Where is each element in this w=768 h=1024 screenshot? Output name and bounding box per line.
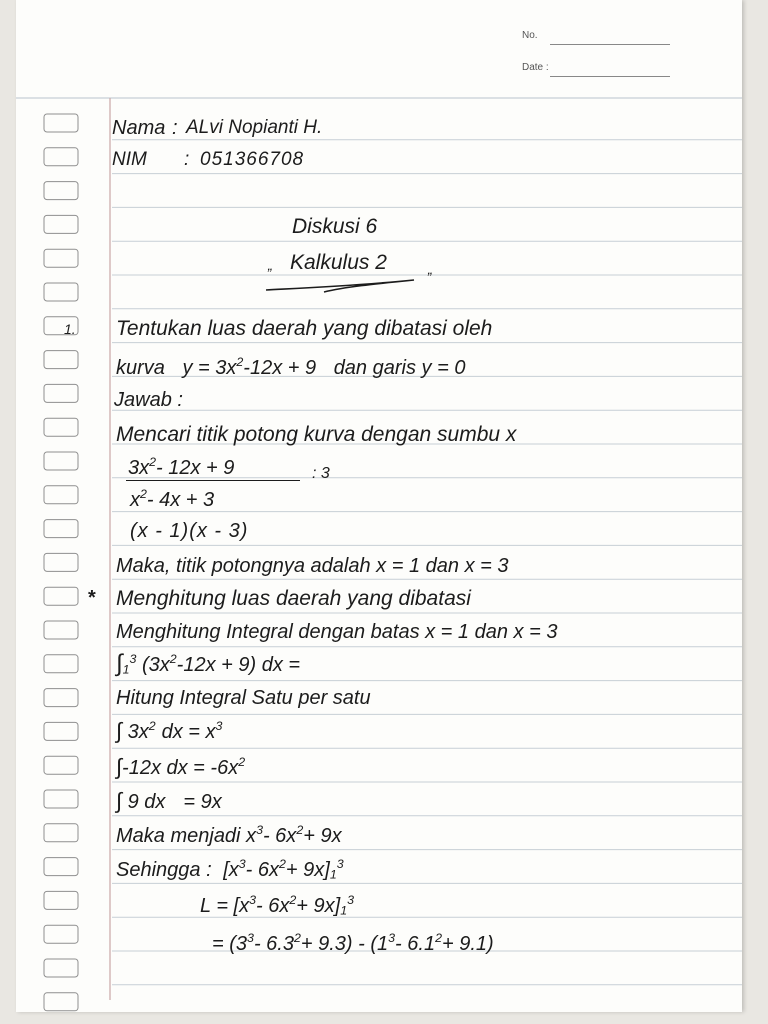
factorization: (x - 1)(x - 3) xyxy=(130,520,249,542)
notebook-page xyxy=(16,0,742,1012)
question-equation-rest: -12x + 9 xyxy=(243,357,317,380)
question-line-y: dan garis y = 0 xyxy=(333,357,466,380)
nim-value: 051366708 xyxy=(200,149,305,170)
checkbox-square xyxy=(44,249,78,267)
no-label: No. xyxy=(522,30,538,41)
checkbox-square xyxy=(44,486,78,504)
fraction-numerator: $3x^2-$ 12x + 9 xyxy=(128,455,235,480)
name-colon: : xyxy=(172,117,178,139)
checkbox-square xyxy=(44,993,78,1011)
step-intersection: Mencari titik potong kurva dengan sumbu x xyxy=(116,423,517,446)
integral-sign-icon: ∫ xyxy=(116,718,123,744)
question-line-1: Tentukan luas daerah yang dibatasi oleh xyxy=(116,317,493,340)
checkbox-square xyxy=(44,452,78,470)
date-label: Date : xyxy=(522,62,549,73)
integral-sign-icon: ∫ xyxy=(116,754,123,780)
sehingga-line: Sehingga : [$x^3-$ $6x^2+ 9x]1^3$ xyxy=(116,857,344,882)
combined-antiderivative: Maka menjadi $x^3-$ $6x^2+ 9x$ xyxy=(116,823,342,848)
question-line-2 xyxy=(116,356,465,378)
checkbox-square xyxy=(44,959,78,977)
checkbox-square xyxy=(44,790,78,808)
checkbox-square xyxy=(44,520,78,538)
roots-statement: Maka, titik potongnya adalah x = 1 dan x = 3 xyxy=(116,555,509,577)
checkbox-square xyxy=(44,384,78,402)
checkbox-square xyxy=(44,925,78,943)
date-field-line xyxy=(550,76,670,77)
checkbox-square xyxy=(44,587,78,605)
open-quote-mark: „ xyxy=(268,257,273,273)
integral-term-3: ∫ 9 dx = 9x xyxy=(116,788,222,813)
area-expression: $L = [x^3-$ $6x^2+ 9x]1^3$ xyxy=(200,893,355,918)
page-subtitle: Kalkulus 2 xyxy=(290,251,387,274)
checkbox-square xyxy=(44,655,78,673)
checkbox-square xyxy=(44,182,78,200)
checkbox-square xyxy=(44,215,78,233)
checkbox-column xyxy=(44,114,78,1011)
checkbox-square xyxy=(44,283,78,301)
close-quote-mark: „ xyxy=(428,261,433,277)
area-evaluation: = ($3^3-$ $6.3^2+ 9.3) - (1^3-$ $6.1^2+ 9.1$) xyxy=(212,931,494,956)
question-word-kurva: kurva xyxy=(116,357,165,380)
fraction-bar xyxy=(126,480,300,481)
step-area: Menghitung luas daerah yang dibatasi xyxy=(116,587,471,610)
checkbox-square xyxy=(44,824,78,842)
checkbox-square xyxy=(44,891,78,909)
title-underline-swoosh xyxy=(264,274,440,296)
checkbox-square xyxy=(44,756,78,774)
integral-sign-icon: ∫ xyxy=(116,788,123,813)
integral-sign-icon: ∫ xyxy=(116,650,123,677)
exp-square: 2 xyxy=(236,355,244,369)
star-bullet-icon: * xyxy=(88,587,96,609)
checkbox-square xyxy=(44,148,78,166)
question-equation: y = 3x xyxy=(182,357,237,380)
nim-colon: : xyxy=(184,149,190,170)
fraction-denominator: $x^2-$ 4x + 3 xyxy=(130,487,215,512)
definite-integral: $\int 1^3$ $(3x^2-12x + 9)$ dx = xyxy=(116,650,301,677)
integral-term-2: ∫-12x dx = $-6x^2$ xyxy=(116,754,246,780)
name-label: Nama xyxy=(112,117,166,139)
checkbox-square xyxy=(44,722,78,740)
checkbox-square xyxy=(44,689,78,707)
checkbox-square xyxy=(44,553,78,571)
name-value: ALvi Nopianti H. xyxy=(186,117,323,138)
page-title: Diskusi 6 xyxy=(292,215,378,238)
fraction-divide-note: : 3 xyxy=(312,465,330,482)
checkbox-square xyxy=(44,621,78,639)
checkbox-square xyxy=(44,114,78,132)
nim-label: NIM xyxy=(112,149,147,170)
no-field-line xyxy=(550,44,670,45)
integral-term-1: ∫ $3x^2$ dx = $x^3$ xyxy=(116,718,223,744)
checkbox-square xyxy=(44,418,78,436)
answer-label: Jawab : xyxy=(114,389,183,411)
checkbox-square xyxy=(44,858,78,876)
step-integral-bounds: Menghitung Integral dengan batas x = 1 dan x = 3 xyxy=(116,621,558,643)
problem-number: 1. xyxy=(64,321,76,337)
checkbox-square xyxy=(44,351,78,369)
step-term-by-term: Hitung Integral Satu per satu xyxy=(116,687,371,709)
